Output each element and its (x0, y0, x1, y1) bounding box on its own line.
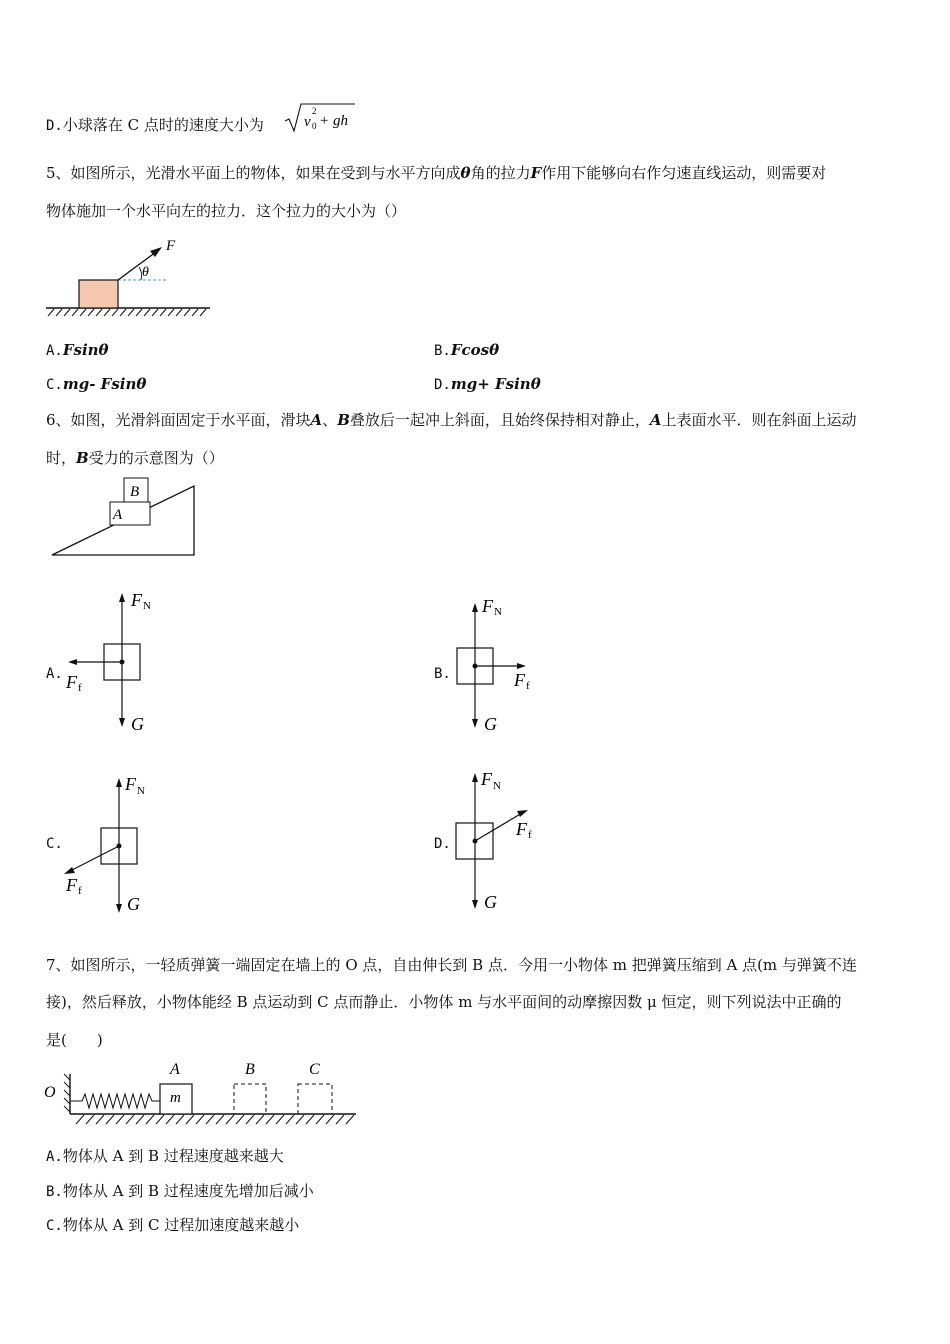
option-label: C. (46, 836, 63, 852)
block (79, 280, 118, 308)
option-label: B. (46, 1184, 63, 1200)
option-label: C. (46, 1218, 63, 1234)
friction-label: F (514, 670, 525, 690)
svg-text:v: v (304, 114, 311, 130)
block-a-symbol: A (310, 411, 323, 429)
q7-stem-line2: 接)，然后释放，小物体能经 B 点运动到 C 点而静止．小物体 m 与水平面间的动摩擦因数 μ 恒定，则下列说法中正确的 (46, 993, 842, 1011)
q5-option-c (46, 375, 146, 393)
normal-force-label: F (131, 590, 142, 610)
option-label: A. (46, 666, 63, 682)
sqrt-formula (283, 101, 358, 135)
q6-incline-figure (50, 474, 198, 560)
gravity-label: G (127, 894, 140, 914)
q5-figure (44, 234, 214, 320)
normal-force-subscript: N (137, 785, 145, 797)
q6-option-b-diagram (440, 590, 550, 735)
stem-text: 5、如图所示，光滑水平面上的物体，如果在受到与水平方向成 (46, 164, 461, 182)
point-o-label: O (44, 1084, 56, 1101)
option-label: D. (46, 118, 63, 134)
normal-force-label: F (481, 769, 492, 789)
stem-text: 时， (46, 449, 77, 467)
q6-option-d-diagram (440, 765, 550, 915)
mass-label: m (170, 1090, 181, 1106)
angle-label: θ (142, 265, 149, 280)
q7-option-a (46, 1145, 284, 1166)
option-text: 物体从 A 到 C 过程加速度越来越小 (62, 1216, 300, 1234)
option-label: C. (46, 377, 63, 393)
theta-symbol: θ (460, 164, 471, 182)
friction-label: F (516, 819, 527, 839)
block-b-symbol: B (76, 449, 89, 467)
option-label: B. (434, 666, 451, 682)
option-text: Fcosθ (450, 341, 500, 359)
gravity-label: G (131, 714, 144, 734)
stem-text: 角的拉力 (470, 164, 531, 182)
stem-text: 叠放后一起冲上斜面，且始终保持相对静止， (349, 411, 650, 429)
friction-subscript: f (528, 829, 532, 841)
q7-option-b (46, 1180, 314, 1201)
friction-label: F (66, 672, 77, 692)
q4-option-d (46, 114, 264, 135)
option-label: B. (434, 343, 451, 359)
svg-text:2: 2 (312, 106, 317, 116)
option-text: mg+ Fsinθ (450, 375, 541, 393)
force-symbol: F (530, 164, 542, 182)
stem-text: 上表面水平．则在斜面上运动 (661, 411, 857, 429)
q5-option-d (434, 375, 541, 393)
option-label: A. (46, 1149, 63, 1165)
q5-stem-line1 (46, 162, 826, 183)
option-text: mg- Fsinθ (62, 375, 147, 393)
friction-label: F (66, 875, 77, 895)
q7-spring-figure (42, 1054, 362, 1134)
option-text: 物体从 A 到 B 过程速度先增加后减小 (62, 1182, 314, 1200)
friction-subscript: f (526, 680, 530, 692)
stem-text: 受力的示意图为（） (88, 449, 224, 467)
q6-option-a-diagram (60, 590, 170, 735)
stem-text: 、 (322, 411, 338, 429)
gravity-label: G (484, 892, 497, 912)
option-text: 物体从 A 到 B 过程速度越来越大 (62, 1147, 284, 1165)
q7-stem-line1: 7、如图所示，一轻质弹簧一端固定在墙上的 O 点，自由伸长到 B 点．今用一小物体 m 把弹簧压缩到 A 点(m 与弹簧不连 (46, 956, 857, 974)
q6-option-c-diagram (60, 770, 170, 920)
option-text: Fsinθ (62, 341, 109, 359)
point-a-label: A (170, 1061, 180, 1078)
point-c-label: C (309, 1061, 320, 1078)
q5-option-a (46, 341, 109, 359)
friction-subscript: f (78, 682, 82, 694)
normal-force-subscript: N (493, 780, 501, 792)
normal-force-label: F (125, 774, 136, 794)
stem-text: 6、如图，光滑斜面固定于水平面，滑块 (46, 411, 311, 429)
spring (70, 1094, 160, 1108)
block-a-label: A (113, 507, 123, 523)
block-b-symbol: B (337, 411, 350, 429)
q7-stem-line3: 是( ) (46, 1031, 103, 1049)
force-label: F (166, 238, 176, 254)
q5-option-b (434, 341, 499, 359)
position-b-box (234, 1084, 266, 1114)
normal-force-subscript: N (494, 606, 502, 618)
position-c-box (298, 1084, 332, 1114)
svg-text:+: + (320, 113, 329, 129)
friction-subscript: f (78, 885, 82, 897)
normal-force-label: F (482, 596, 493, 616)
option-label: D. (434, 836, 451, 852)
q5-stem-line2: 物体施加一个水平向左的拉力．这个拉力的大小为（） (46, 202, 407, 220)
normal-force-subscript: N (143, 600, 151, 612)
block-a-symbol: A (649, 411, 662, 429)
svg-text:0: 0 (312, 121, 317, 131)
point-b-label: B (245, 1061, 255, 1078)
block-b-label: B (130, 484, 140, 500)
svg-text:gh: gh (333, 113, 348, 129)
q6-stem-line1 (46, 409, 857, 430)
q7-option-c (46, 1214, 299, 1235)
option-text: 小球落在 C 点时的速度大小为 (62, 116, 264, 134)
option-label: A. (46, 343, 63, 359)
stem-text: 作用下能够向右作匀速直线运动，则需要对 (541, 164, 827, 182)
option-label: D. (434, 377, 451, 393)
gravity-label: G (484, 714, 497, 734)
q6-stem-line2 (46, 447, 224, 468)
